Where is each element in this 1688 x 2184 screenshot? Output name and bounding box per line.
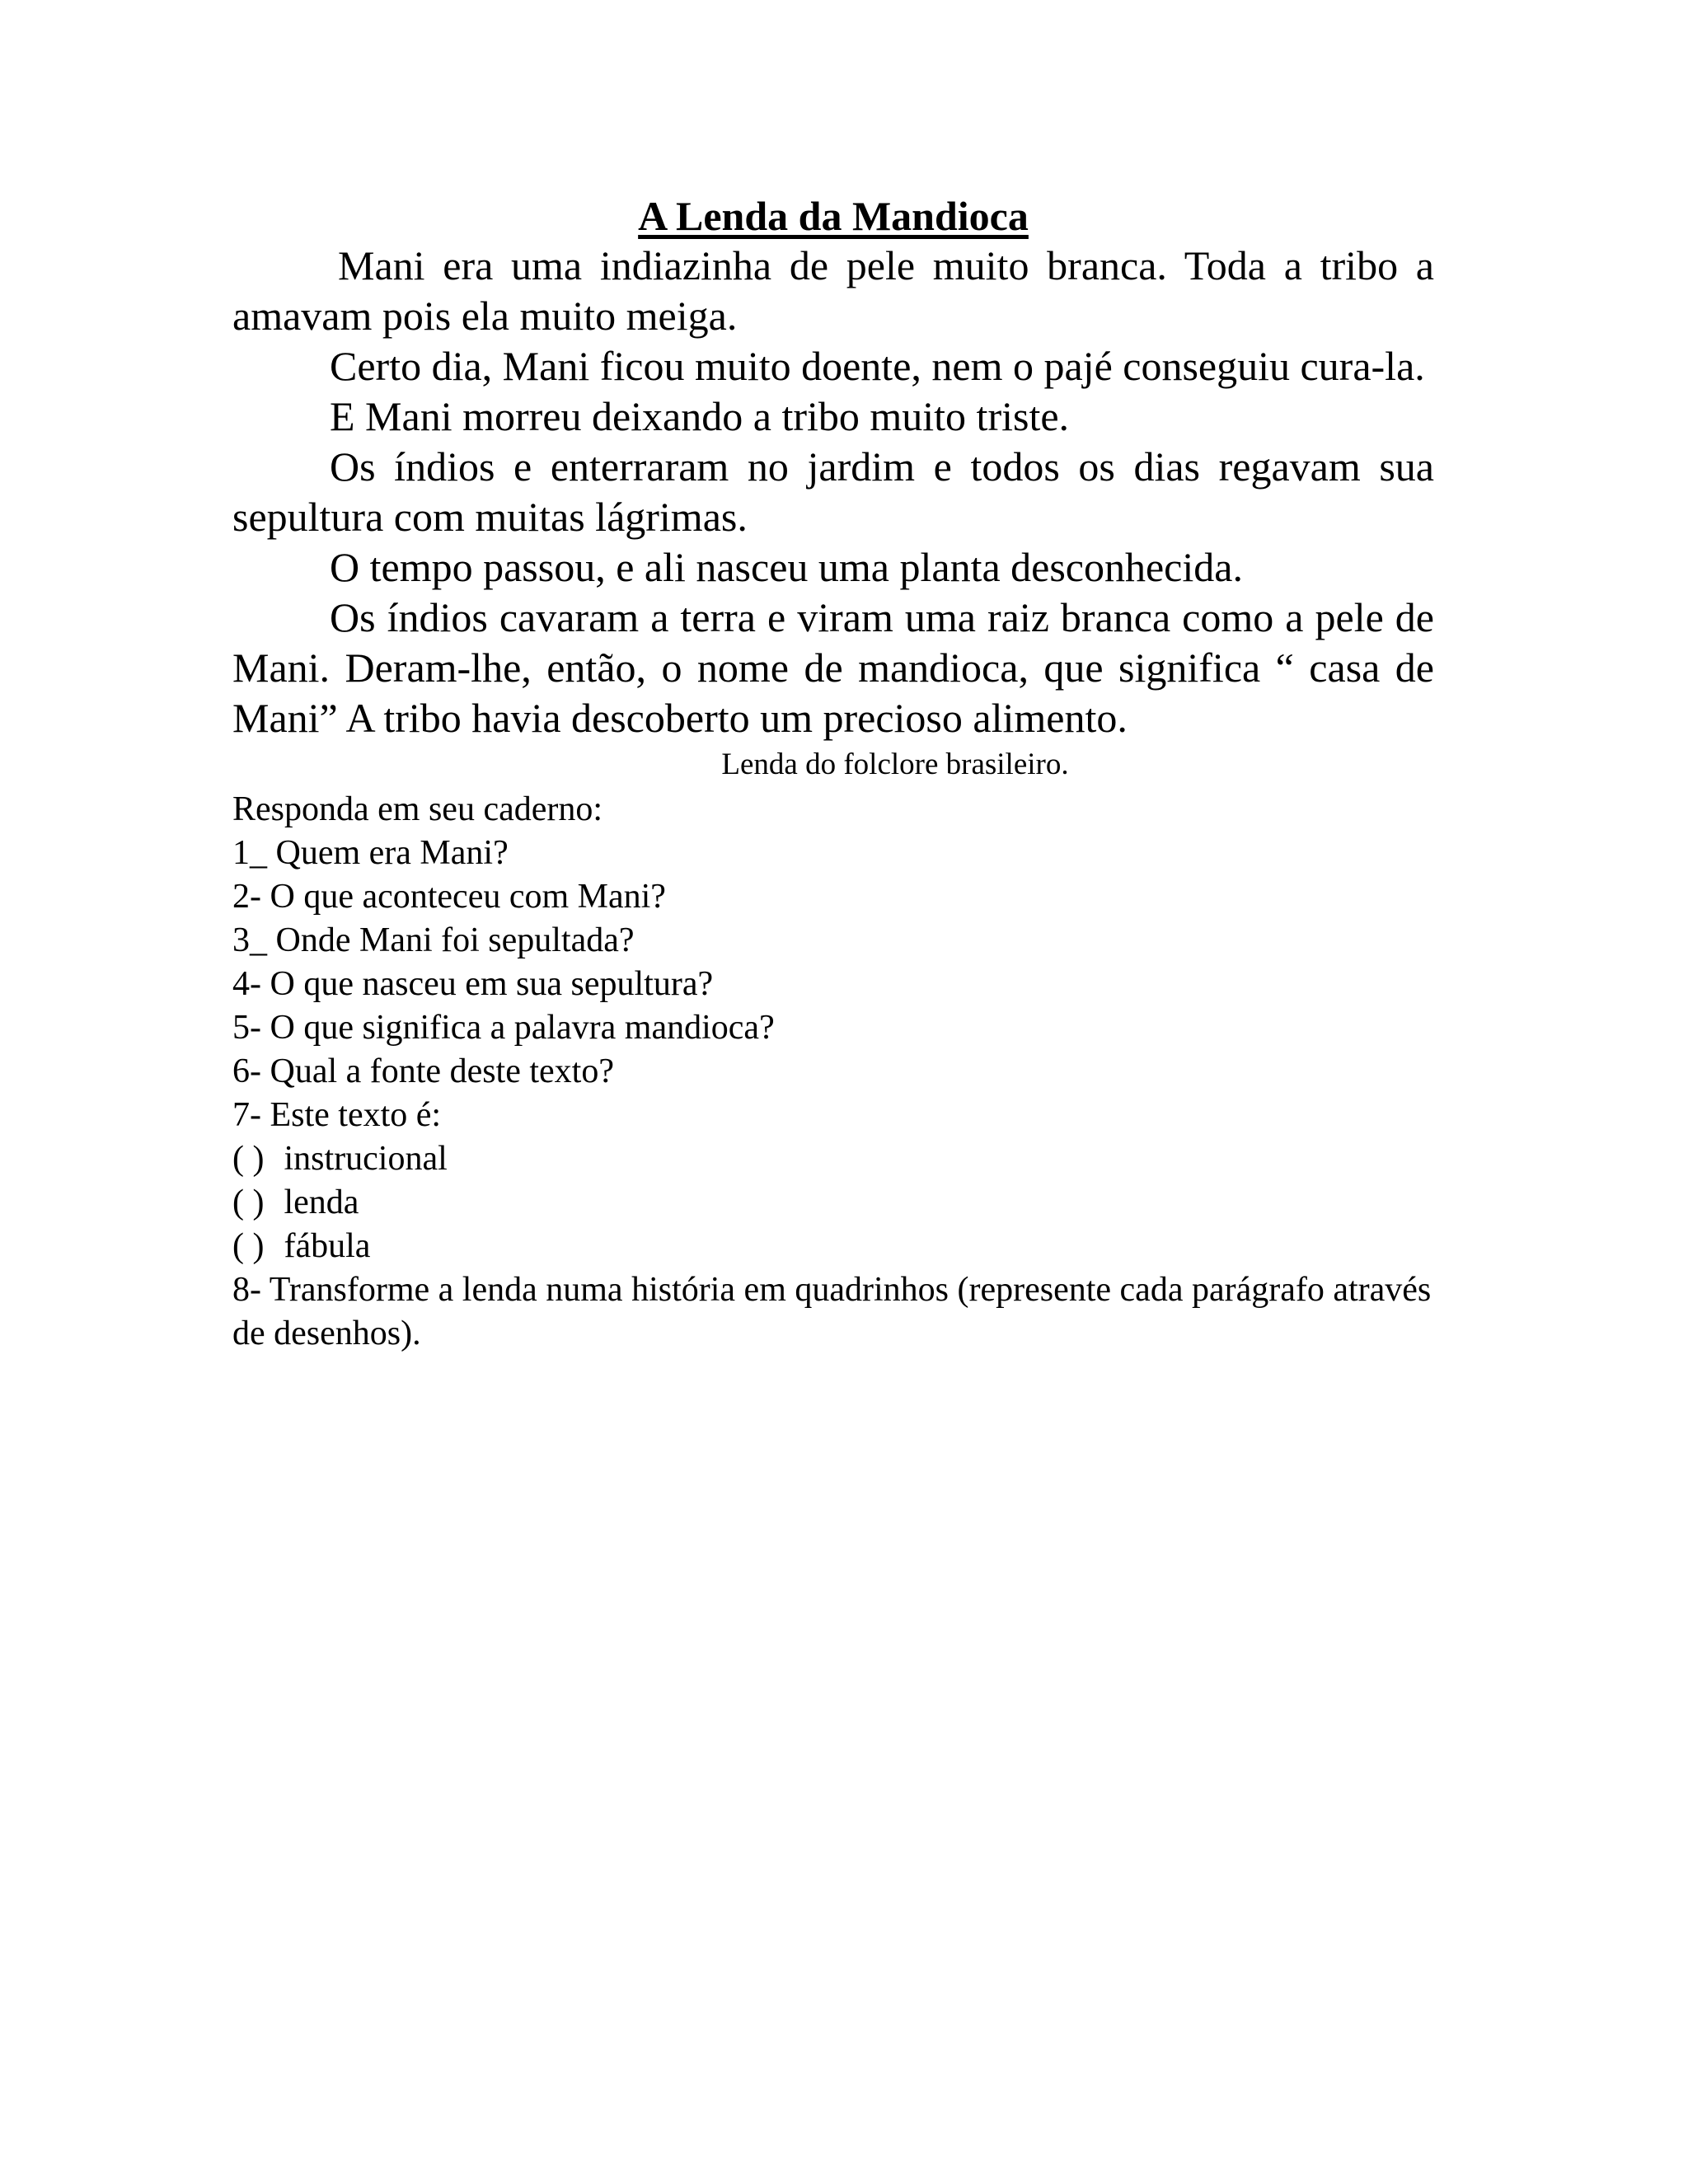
worksheet-page	[232, 191, 1434, 1356]
question-1: 1_ Quem era Mani?	[232, 834, 509, 872]
option-lenda	[232, 1181, 1434, 1225]
exercises-heading: Responda em seu caderno:	[232, 790, 603, 828]
question-7: 7- Este texto é:	[232, 1096, 442, 1134]
story-paragraph: Mani era uma indiazinha de pele muito branca. Toda a tribo a amavam pois ela muito meiga.	[232, 242, 1434, 339]
option-checkbox: ( )	[232, 1140, 265, 1178]
story-paragraph: O tempo passou, e ali nasceu uma planta desconhecida.	[330, 544, 1243, 590]
story-paragraph: Os índios e enterraram no jardim e todos os dias regavam sua sepultura com muitas lágrimas.	[232, 443, 1434, 540]
option-fabula	[232, 1225, 1434, 1268]
story-paragraph: E Mani morreu deixando a tribo muito triste.	[330, 393, 1070, 439]
option-label: fábula	[284, 1227, 371, 1265]
option-checkbox: ( )	[232, 1183, 265, 1221]
question-3: 3_ Onde Mani foi sepultada?	[232, 921, 635, 959]
question-4: 4- O que nasceu em sua sepultura?	[232, 965, 714, 1003]
question-6: 6- Qual a fonte deste texto?	[232, 1052, 614, 1090]
exercises-section	[232, 788, 1434, 1356]
story-paragraph: Certo dia, Mani ficou muito doente, nem o pajé conseguiu cura-la.	[330, 343, 1425, 389]
option-instrucional	[232, 1137, 1434, 1181]
question-5: 5- O que significa a palavra mandioca?	[232, 1009, 775, 1047]
story-paragraph: Os índios cavaram a terra e viram uma raiz branca como a pele de Mani. Deram-lhe, então, o nome de mandioca, que significa “ casa de Mani” A tribo havia descoberto um precioso alimento.	[232, 594, 1434, 741]
option-label: instrucional	[284, 1140, 448, 1178]
question-2: 2- O que aconteceu com Mani?	[232, 878, 666, 916]
document-title: A Lenda da Mandioca	[638, 193, 1029, 239]
story-source: Lenda do folclore brasileiro.	[721, 748, 1069, 781]
question-8: 8- Transforme a lenda numa história em quadrinhos (represente cada parágrafo através de desenhos).	[232, 1271, 1432, 1352]
story-text	[232, 241, 1434, 743]
option-label: lenda	[284, 1183, 359, 1221]
option-checkbox: ( )	[232, 1227, 265, 1265]
